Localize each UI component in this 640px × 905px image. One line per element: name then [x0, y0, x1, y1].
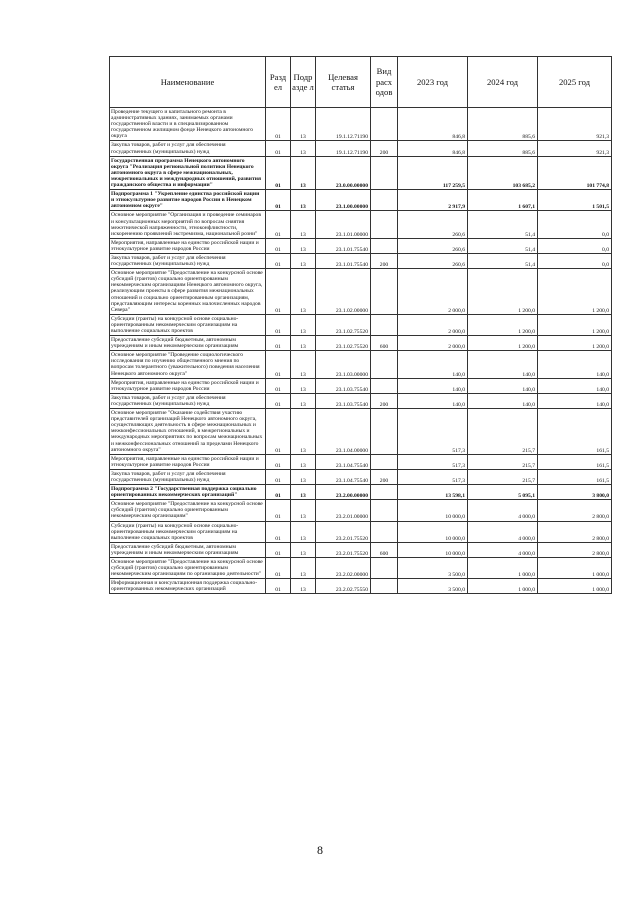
- page-number: 8: [317, 843, 323, 857]
- table-header-row: [110, 57, 612, 108]
- cell-name: Основное мероприятие "Предоставление на конкурсной основе субсидий (грантов) социально ориентированным некоммерческим организациям Ненецкого автономного округа, реализующим проекты в сфере развития межнациональных отношений и социально ориентированным организациям, представляющим интересы коренных малочисленных народов Севера": [110, 269, 266, 315]
- cell-section: 01: [266, 579, 291, 594]
- cell-2024: 51,4: [468, 211, 538, 238]
- cell-2023: 10 000,0: [398, 500, 468, 521]
- cell-2024: 1 200,0: [468, 314, 538, 335]
- cell-target: 23.1.01.75540: [316, 238, 371, 253]
- cell-target: 19.1.12.71190: [316, 108, 371, 141]
- cell-2025: 1 200,0: [538, 336, 612, 351]
- cell-2025: 140,0: [538, 378, 612, 393]
- cell-expense-type: [371, 190, 398, 211]
- cell-section: 01: [266, 253, 291, 268]
- cell-2024: 140,0: [468, 393, 538, 408]
- cell-target: 23.2.02.00000: [316, 558, 371, 579]
- cell-2025: 1 000,0: [538, 558, 612, 579]
- cell-name: Предоставление субсидий бюджетным, автономным учреждениям и иным некоммерческим организациям: [110, 542, 266, 557]
- cell-subsection: 13: [291, 579, 316, 594]
- header-name: Наименование: [110, 57, 266, 108]
- cell-2024: 5 095,1: [468, 485, 538, 500]
- cell-target: 23.2.00.00000: [316, 485, 371, 500]
- cell-2025: 1 501,5: [538, 190, 612, 211]
- cell-2023: 2 000,0: [398, 269, 468, 315]
- cell-expense-type: 200: [371, 253, 398, 268]
- cell-name: Закупка товаров, работ и услуг для обеспечения государственных (муниципальных) нужд: [110, 469, 266, 484]
- cell-2025: 0,0: [538, 238, 612, 253]
- cell-section: 01: [266, 190, 291, 211]
- budget-table: [109, 56, 612, 594]
- cell-section: 01: [266, 393, 291, 408]
- cell-subsection: 13: [291, 156, 316, 189]
- cell-2025: 0,0: [538, 211, 612, 238]
- cell-section: 01: [266, 141, 291, 156]
- cell-2023: 10 000,0: [398, 542, 468, 557]
- table-row: [110, 141, 612, 156]
- table-row: [110, 521, 612, 542]
- cell-2025: 1 200,0: [538, 269, 612, 315]
- cell-target: 23.1.03.75540: [316, 393, 371, 408]
- cell-2024: 885,6: [468, 141, 538, 156]
- cell-2025: 140,0: [538, 393, 612, 408]
- cell-subsection: 13: [291, 409, 316, 455]
- cell-2024: 1 200,0: [468, 269, 538, 315]
- cell-2025: 1 000,0: [538, 579, 612, 594]
- cell-expense-type: 200: [371, 469, 398, 484]
- cell-2023: 140,0: [398, 393, 468, 408]
- cell-2024: 103 685,2: [468, 156, 538, 189]
- cell-expense-type: [371, 409, 398, 455]
- cell-target: 23.1.03.75540: [316, 378, 371, 393]
- cell-subsection: 13: [291, 141, 316, 156]
- cell-name: Основное мероприятие "Предоставление на конкурсной основе субсидий (грантов) социально ориентированным некоммерческим организациям по организацию деятельности": [110, 558, 266, 579]
- cell-subsection: 13: [291, 253, 316, 268]
- cell-target: 23.2.02.75550: [316, 579, 371, 594]
- cell-target: 23.1.01.00000: [316, 211, 371, 238]
- cell-section: 01: [266, 269, 291, 315]
- cell-expense-type: 200: [371, 393, 398, 408]
- cell-subsection: 13: [291, 521, 316, 542]
- cell-subsection: 13: [291, 500, 316, 521]
- cell-name: Основное мероприятие "Предоставление на конкурсной основе субсидий (грантов) социально ориентированным некоммерческим организациям": [110, 500, 266, 521]
- cell-subsection: 13: [291, 454, 316, 469]
- cell-expense-type: 600: [371, 542, 398, 557]
- header-2023: 2023 год: [398, 57, 468, 108]
- cell-2023: 517,3: [398, 409, 468, 455]
- table-row: [110, 269, 612, 315]
- cell-target: 23.1.00.00000: [316, 190, 371, 211]
- cell-section: 01: [266, 314, 291, 335]
- cell-target: 23.1.03.00000: [316, 351, 371, 378]
- cell-name: Проведение текущего и капитального ремонта в административных зданиях, занимаемых органами государственной власти и в специализированном государственном жилищном фонде Ненецкого автономного округа: [110, 108, 266, 141]
- cell-subsection: 13: [291, 211, 316, 238]
- cell-subsection: 13: [291, 393, 316, 408]
- table-row: [110, 253, 612, 268]
- header-section: Разд ел: [266, 57, 291, 108]
- cell-expense-type: [371, 238, 398, 253]
- cell-2025: 3 800,0: [538, 485, 612, 500]
- cell-name: Информационная и консультационная поддержка социально-ориентированных некоммерческих организаций: [110, 579, 266, 594]
- cell-expense-type: [371, 108, 398, 141]
- table-row: [110, 190, 612, 211]
- cell-2023: 3 500,0: [398, 579, 468, 594]
- cell-expense-type: 600: [371, 336, 398, 351]
- cell-2025: 2 800,0: [538, 542, 612, 557]
- cell-name: Закупка товаров, работ и услуг для обеспечения государственных (муниципальных) нужд: [110, 141, 266, 156]
- cell-target: 23.1.02.75520: [316, 314, 371, 335]
- cell-subsection: 13: [291, 314, 316, 335]
- cell-subsection: 13: [291, 351, 316, 378]
- table-row: [110, 454, 612, 469]
- cell-expense-type: [371, 211, 398, 238]
- cell-subsection: 13: [291, 269, 316, 315]
- cell-section: 01: [266, 336, 291, 351]
- cell-subsection: 13: [291, 485, 316, 500]
- cell-section: 01: [266, 521, 291, 542]
- cell-2023: 846,8: [398, 141, 468, 156]
- cell-section: 01: [266, 409, 291, 455]
- cell-expense-type: [371, 269, 398, 315]
- header-2025: 2025 год: [538, 57, 612, 108]
- table-row: [110, 393, 612, 408]
- cell-expense-type: [371, 485, 398, 500]
- cell-expense-type: [371, 378, 398, 393]
- cell-section: 01: [266, 211, 291, 238]
- cell-target: 23.1.02.75520: [316, 336, 371, 351]
- table-row: [110, 469, 612, 484]
- table-row: [110, 409, 612, 455]
- table-row: [110, 108, 612, 141]
- cell-2024: 1 000,0: [468, 558, 538, 579]
- cell-2023: 260,6: [398, 238, 468, 253]
- cell-2024: 51,4: [468, 253, 538, 268]
- cell-name: Подпрограмма 1 "Укрепление единства российской нации и этнокультурное развитие народов России в Ненецком автономном округе": [110, 190, 266, 211]
- cell-2024: 51,4: [468, 238, 538, 253]
- cell-2023: 517,3: [398, 454, 468, 469]
- cell-subsection: 13: [291, 469, 316, 484]
- cell-name: Основное мероприятие "Проведение социологического исследования по изучению общественного мнения по вопросам толерантного (уважительного) поведения населения Ненецкого автономного округа": [110, 351, 266, 378]
- cell-2024: 4 000,0: [468, 500, 538, 521]
- cell-2025: 101 774,8: [538, 156, 612, 189]
- cell-section: 01: [266, 500, 291, 521]
- cell-name: Субсидии (гранты) на конкурсной основе социально-ориентированным некоммерческим организациям на выполнение социальных проектов: [110, 314, 266, 335]
- table-row: [110, 238, 612, 253]
- cell-target: 23.1.04.75540: [316, 454, 371, 469]
- cell-2024: 215,7: [468, 409, 538, 455]
- cell-name: Основное мероприятие "Организация и проведение семинаров и консультационных мероприятий по вопросам сняятия межэтнической напряженности, этноконфликтности, искоренению проявлений экстремизма, национальной розни": [110, 211, 266, 238]
- cell-2023: 10 000,0: [398, 521, 468, 542]
- cell-section: 01: [266, 454, 291, 469]
- cell-expense-type: 200: [371, 141, 398, 156]
- cell-name: Субсидии (гранты) на конкурсной основе социально-ориентированным некоммерческим организациям на выполнение социальных проектов: [110, 521, 266, 542]
- cell-2023: 2 000,0: [398, 314, 468, 335]
- cell-expense-type: [371, 500, 398, 521]
- cell-2023: 260,6: [398, 253, 468, 268]
- cell-subsection: 13: [291, 378, 316, 393]
- cell-2023: 140,0: [398, 351, 468, 378]
- cell-section: 01: [266, 485, 291, 500]
- cell-section: 01: [266, 469, 291, 484]
- cell-name: Основное мероприятие "Оказание содействия участию представителей организаций Ненецкого автономного округа, осуществляющих деятельность в сфере межнациональных и межконфессиональных отношений, в межрегиональных и международных мероприятиях по вопросам межнациональных и межконфессиональных отношений за пределами Ненецкого автономного округа": [110, 409, 266, 455]
- cell-2025: 0,0: [538, 253, 612, 268]
- cell-name: Мероприятия, направленные на единство российской нации и этнокультурное развитие народов России: [110, 454, 266, 469]
- cell-2025: 921,3: [538, 108, 612, 141]
- table-row: [110, 336, 612, 351]
- cell-expense-type: [371, 521, 398, 542]
- cell-name: Предоставление субсидий бюджетным, автономным учреждениям и иным некоммерческим организациям: [110, 336, 266, 351]
- cell-name: Закупка товаров, работ и услуг для обеспечения государственных (муниципальных) нужд: [110, 253, 266, 268]
- table-row: [110, 351, 612, 378]
- cell-2024: 140,0: [468, 351, 538, 378]
- cell-name: Подпрограмма 2 "Государственная поддержка социально ориентированных некоммерческих организаций": [110, 485, 266, 500]
- cell-2023: 13 598,1: [398, 485, 468, 500]
- cell-section: 01: [266, 238, 291, 253]
- cell-2023: 3 500,0: [398, 558, 468, 579]
- cell-target: 23.1.02.00000: [316, 269, 371, 315]
- cell-subsection: 13: [291, 336, 316, 351]
- cell-2023: 2 917,9: [398, 190, 468, 211]
- cell-expense-type: [371, 454, 398, 469]
- table-row: [110, 211, 612, 238]
- cell-section: 01: [266, 108, 291, 141]
- table-row: [110, 542, 612, 557]
- cell-2025: 161,5: [538, 469, 612, 484]
- cell-target: 23.2.01.75520: [316, 542, 371, 557]
- cell-2024: 215,7: [468, 469, 538, 484]
- cell-subsection: 13: [291, 238, 316, 253]
- header-subsection: Подр азде л: [291, 57, 316, 108]
- cell-section: 01: [266, 156, 291, 189]
- cell-2024: 1 607,1: [468, 190, 538, 211]
- cell-expense-type: [371, 558, 398, 579]
- cell-target: 23.1.04.75540: [316, 469, 371, 484]
- table-body: [110, 108, 612, 594]
- cell-2025: 161,5: [538, 454, 612, 469]
- cell-2024: 1 200,0: [468, 336, 538, 351]
- cell-2025: 2 800,0: [538, 500, 612, 521]
- cell-2024: 1 000,0: [468, 579, 538, 594]
- cell-section: 01: [266, 351, 291, 378]
- cell-2024: 4 000,0: [468, 542, 538, 557]
- table-row: [110, 378, 612, 393]
- cell-2025: 161,5: [538, 409, 612, 455]
- cell-subsection: 13: [291, 558, 316, 579]
- cell-2024: 4 000,0: [468, 521, 538, 542]
- cell-target: 23.1.04.00000: [316, 409, 371, 455]
- header-2024: 2024 год: [468, 57, 538, 108]
- table-row: [110, 500, 612, 521]
- cell-expense-type: [371, 314, 398, 335]
- cell-2025: 2 800,0: [538, 521, 612, 542]
- cell-expense-type: [371, 579, 398, 594]
- cell-2024: 140,0: [468, 378, 538, 393]
- cell-2025: 921,3: [538, 141, 612, 156]
- cell-2025: 140,0: [538, 351, 612, 378]
- cell-expense-type: [371, 156, 398, 189]
- cell-2025: 1 200,0: [538, 314, 612, 335]
- cell-target: 23.0.00.00000: [316, 156, 371, 189]
- cell-name: Мероприятия, направленные на единство российской нации и этнокультурное развитие народов России: [110, 238, 266, 253]
- cell-section: 01: [266, 542, 291, 557]
- cell-name: Государственная программа Ненецкого автономного округа "Реализация региональной политики Ненецкого автономного округа в сфере межнациональных, межрегиональных и международных отношений, развития гражданского общества и информации": [110, 156, 266, 189]
- cell-subsection: 13: [291, 542, 316, 557]
- header-target: Целевая статья: [316, 57, 371, 108]
- cell-2023: 117 259,5: [398, 156, 468, 189]
- cell-subsection: 13: [291, 108, 316, 141]
- cell-target: 19.1.12.71190: [316, 141, 371, 156]
- cell-2023: 140,0: [398, 378, 468, 393]
- cell-2024: 215,7: [468, 454, 538, 469]
- cell-2023: 260,6: [398, 211, 468, 238]
- cell-subsection: 13: [291, 190, 316, 211]
- cell-target: 23.1.01.75540: [316, 253, 371, 268]
- header-expense-type: Вид расх одов: [371, 57, 398, 108]
- cell-target: 23.2.01.75520: [316, 521, 371, 542]
- cell-2024: 885,6: [468, 108, 538, 141]
- cell-expense-type: [371, 351, 398, 378]
- table-row: [110, 156, 612, 189]
- table-row: [110, 485, 612, 500]
- cell-section: 01: [266, 378, 291, 393]
- table-row: [110, 579, 612, 594]
- cell-target: 23.2.01.00000: [316, 500, 371, 521]
- table-row: [110, 314, 612, 335]
- cell-name: Мероприятия, направленные на единство российской нации и этнокультурное развитие народов России: [110, 378, 266, 393]
- table-row: [110, 558, 612, 579]
- cell-name: Закупка товаров, работ и услуг для обеспечения государственных (муниципальных) нужд: [110, 393, 266, 408]
- cell-section: 01: [266, 558, 291, 579]
- cell-2023: 846,8: [398, 108, 468, 141]
- cell-2023: 517,3: [398, 469, 468, 484]
- cell-2023: 2 000,0: [398, 336, 468, 351]
